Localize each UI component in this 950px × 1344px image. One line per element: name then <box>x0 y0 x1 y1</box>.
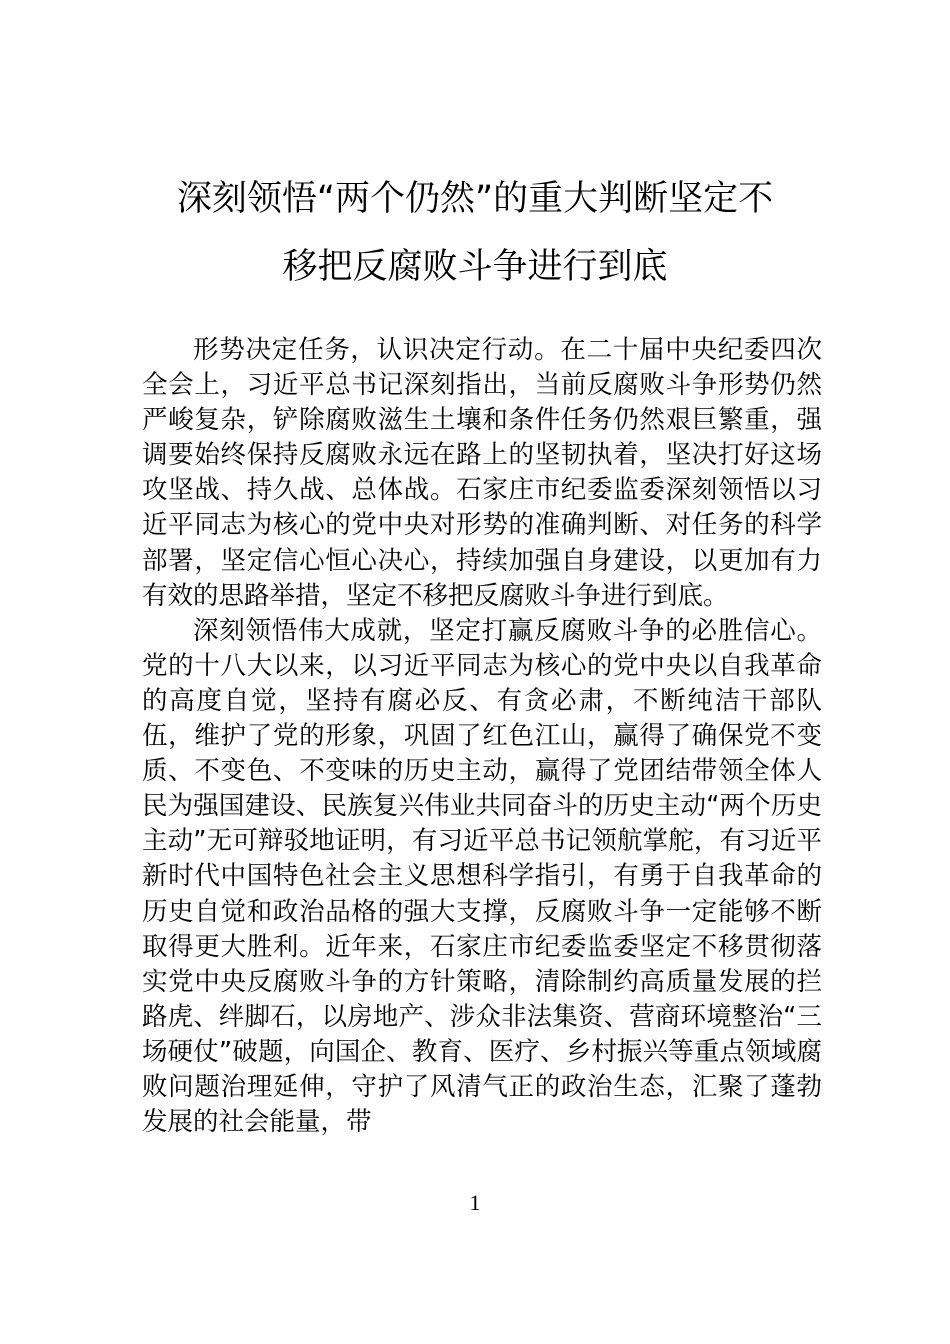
paragraph-2: 深刻领悟伟大成就，坚定打赢反腐败斗争的必胜信心。党的十八大以来，以习近平同志为核心的党中央以自我革命的高度自觉，坚持有腐必反、有贪必肃，不断纯洁干部队伍，维护了党的形象，巩固了红色江山，赢得了确保党不变质、不变色、不变味的历史主动，赢得了党团结带领全体人民为强国建设、民族复兴伟业共同奋斗的历史主动“两个历史主动”无可辩驳地证明，有习近平总书记领航掌舵，有习近平新时代中国特色社会主义思想科学指引，有勇于自我革命的历史自觉和政治品格的强大支撑，反腐败斗争一定能够不断取得更大胜利。近年来，石家庄市纪委监委坚定不移贯彻落实党中央反腐败斗争的方针策略，清除制约高质量发展的拦路虎、绊脚石，以房地产、涉众非法集资、营商环境整治“三场硬仗”破题，向国企、教育、医疗、乡村振兴等重点领域腐败问题治理延伸，守护了风清气正的政治生态，汇聚了蓬勃发展的社会能量，带 <box>142 615 822 1138</box>
title-line-2: 移把反腐败斗争进行到底 <box>282 247 668 287</box>
paragraph-1: 形势决定任务，认识决定行动。在二十届中央纪委四次全会上，习近平总书记深刻指出，当前反腐败斗争形势仍然严峻复杂，铲除腐败滋生土壤和条件任务仍然艰巨繁重，强调要始终保持反腐败永远在路上的坚韧执着，坚决打好这场攻坚战、持久战、总体战。石家庄市纪委监委深刻领悟以习近平同志为核心的党中央对形势的准确判断、对任务的科学部署，坚定信心恒心决心，持续加强自身建设，以更加有力有效的思路举措，坚定不移把反腐败斗争进行到底。 <box>142 335 822 611</box>
document-title <box>140 165 810 301</box>
document-body <box>142 333 822 1140</box>
title-line-1: 深刻领悟“两个仍然”的重大判断坚定不 <box>176 179 774 219</box>
page-number: 1 <box>469 1190 481 1215</box>
